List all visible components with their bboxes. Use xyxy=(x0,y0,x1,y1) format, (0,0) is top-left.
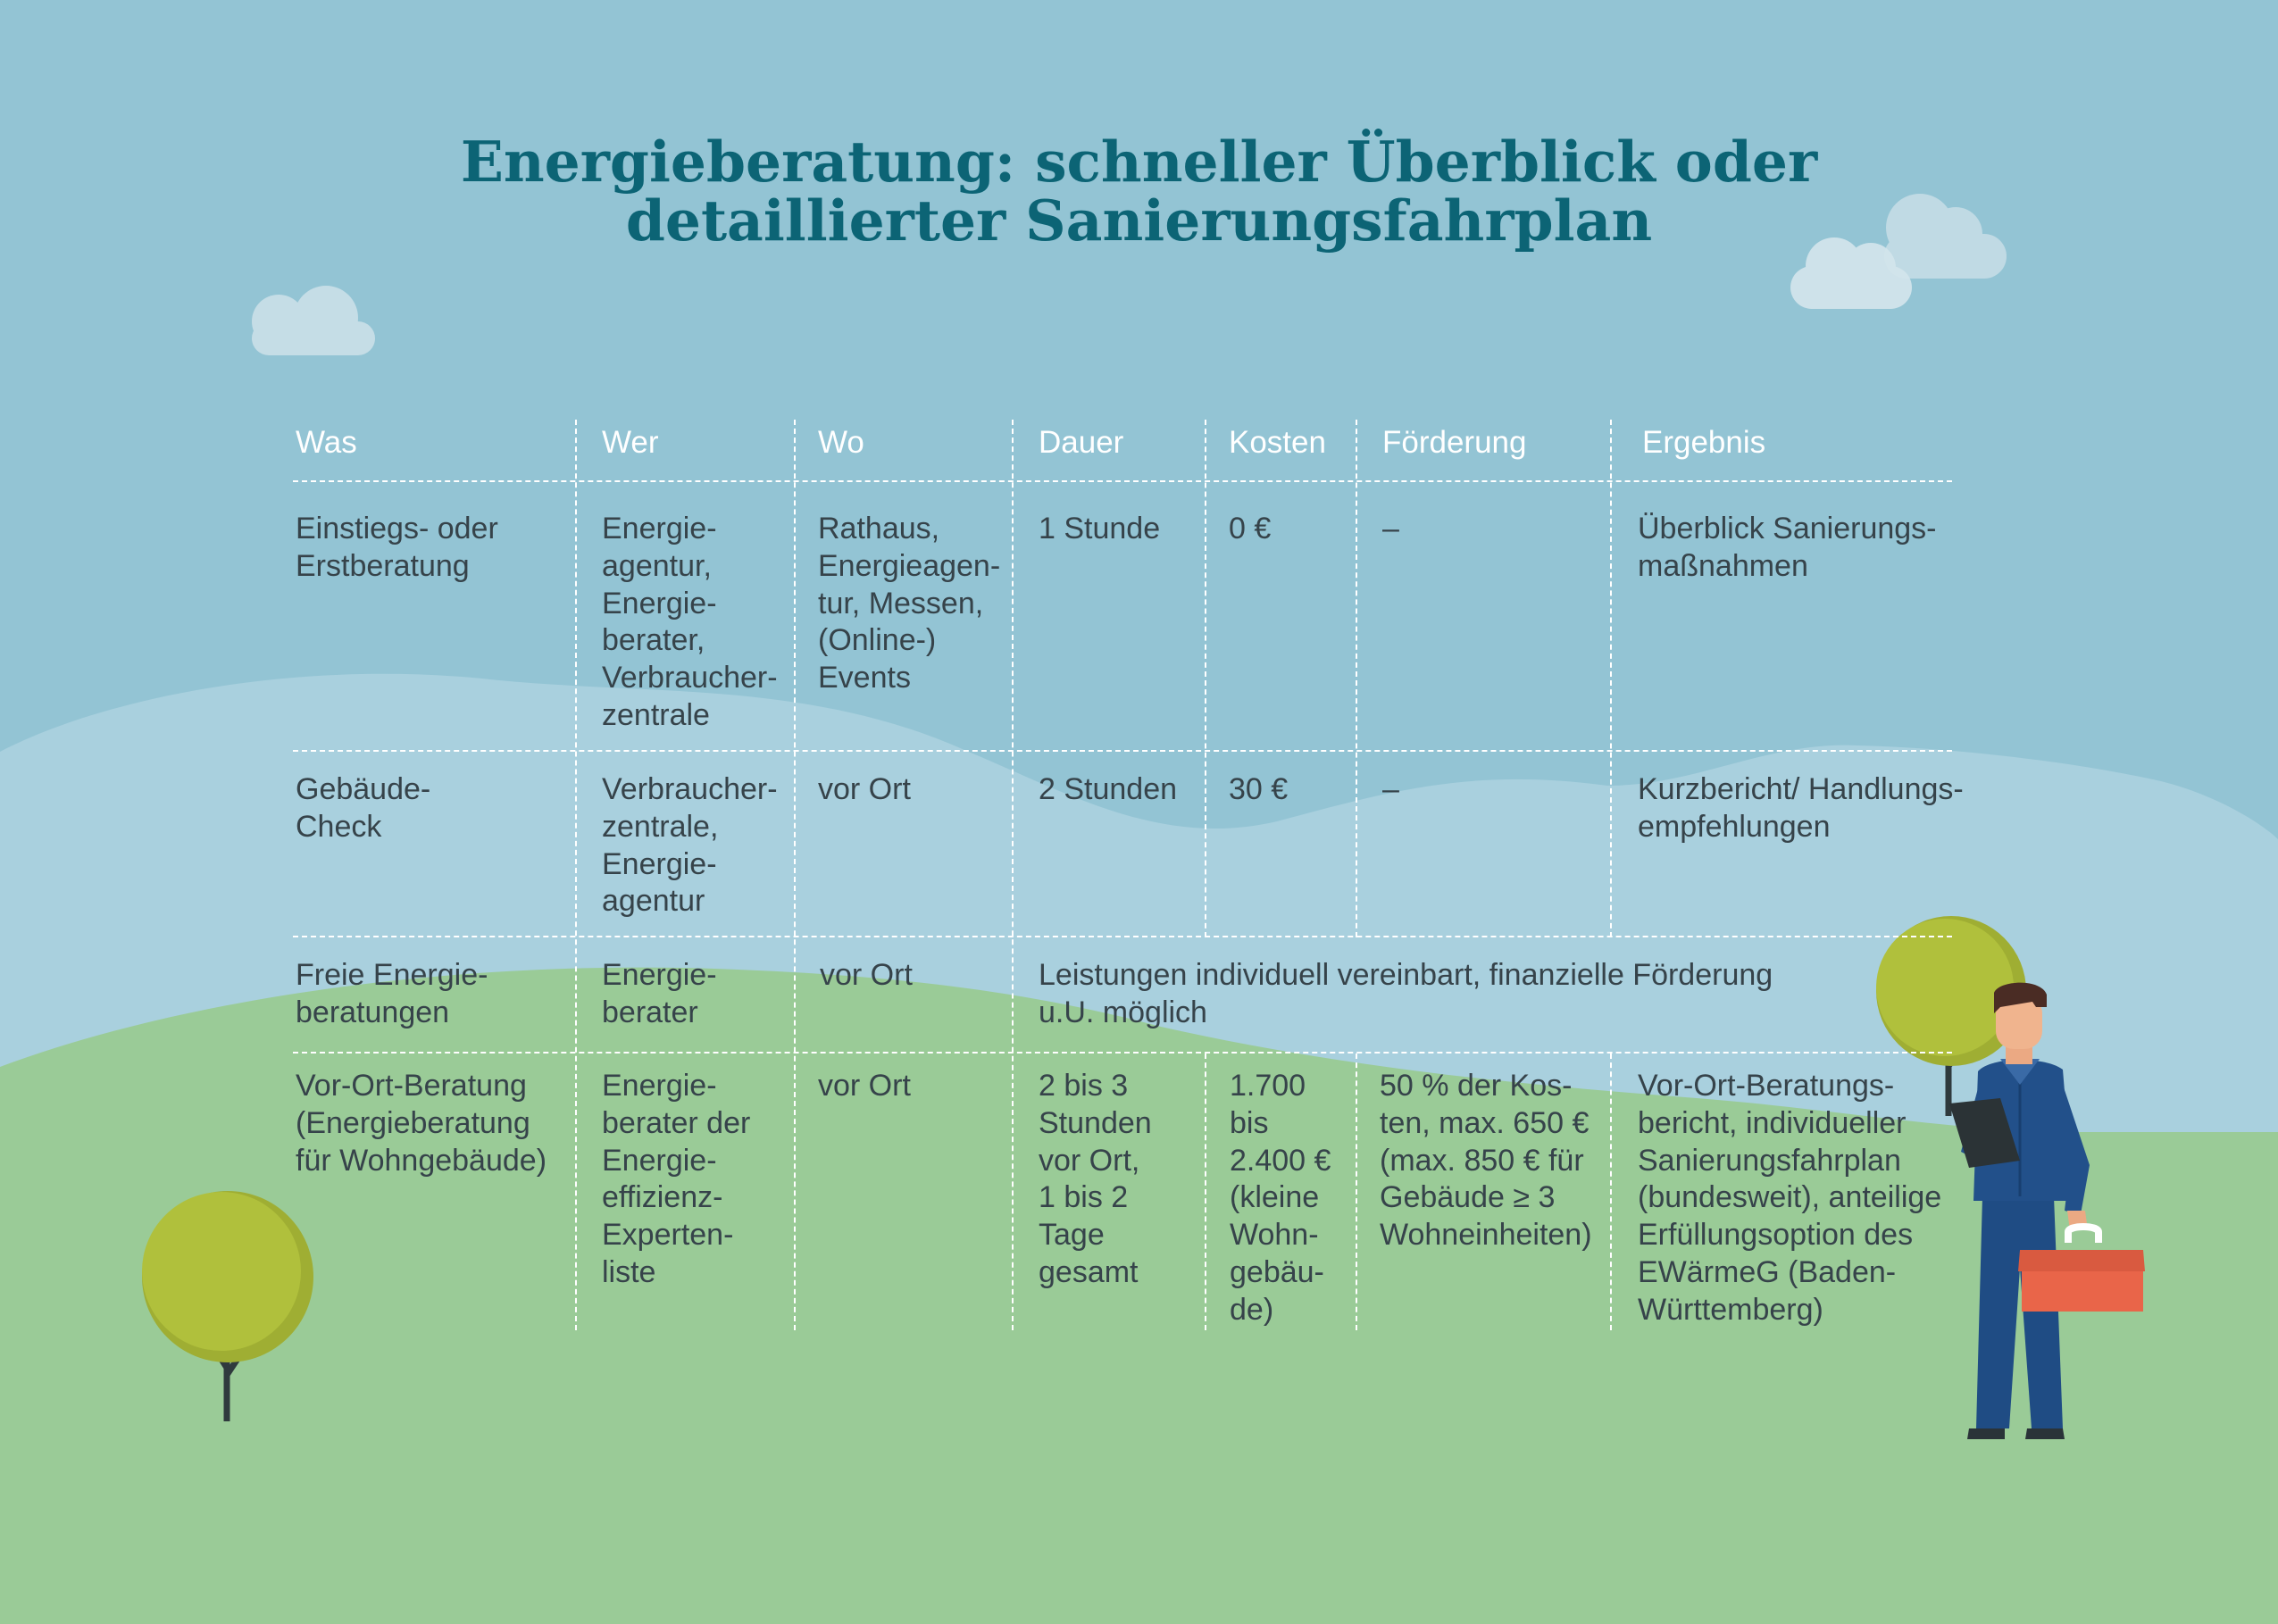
header-foerderung: Förderung xyxy=(1382,425,1527,460)
cell-wo: vor Ort xyxy=(818,772,911,806)
column-divider xyxy=(1205,1054,1206,1330)
column-divider xyxy=(1012,420,1014,1330)
header-wer: Wer xyxy=(602,425,659,460)
row-divider xyxy=(293,936,1952,937)
cell-merged-note: Leistungen individuell vereinbart, finanzielle Förderung u.U. möglich xyxy=(1039,958,1773,1029)
cell-ergebnis: Kurzbericht/ Handlungs- empfehlungen xyxy=(1638,772,1964,844)
cell-wo: Rathaus, Energieagen- tur, Messen, (Online-) Events xyxy=(818,512,1001,695)
cell-dauer: 2 Stunden xyxy=(1039,772,1178,806)
cell-foerderung: 50 % der Kos- ten, max. 650 € (max. 850 € für Gebäude ≥ 3 Wohneinheiten) xyxy=(1380,1069,1592,1253)
cell-wer: Energie- agentur, Energie- berater, Verbraucher- zentrale xyxy=(602,512,778,732)
cell-foerderung: – xyxy=(1382,512,1399,545)
row-divider xyxy=(293,1052,1952,1054)
header-wo: Wo xyxy=(818,425,864,460)
row-divider xyxy=(293,750,1952,752)
cell-dauer: 2 bis 3 Stunden vor Ort, 1 bis 2 Tage gesamt xyxy=(1039,1069,1152,1289)
column-divider xyxy=(1610,1054,1612,1330)
column-divider xyxy=(794,420,796,1330)
cell-kosten: 30 € xyxy=(1229,772,1289,806)
cell-wer: Energie- berater der Energie- effizienz- Experten- liste xyxy=(602,1069,751,1289)
header-kosten: Kosten xyxy=(1229,425,1326,460)
column-divider xyxy=(575,420,577,1330)
cell-was: Freie Energie- beratungen xyxy=(296,958,488,1029)
cell-kosten: 0 € xyxy=(1229,512,1272,545)
cell-foerderung: – xyxy=(1382,772,1399,806)
cell-wo: vor Ort xyxy=(818,1069,911,1103)
column-divider xyxy=(1356,1054,1357,1330)
cell-dauer: 1 Stunde xyxy=(1039,512,1161,545)
cell-wo: vor Ort xyxy=(820,958,913,992)
column-divider xyxy=(1205,420,1206,937)
header-dauer: Dauer xyxy=(1039,425,1124,460)
cell-kosten: 1.700 bis 2.400 € (kleine Wohn- gebäu- de) xyxy=(1230,1069,1331,1327)
cell-ergebnis: Vor-Ort-Beratungs- bericht, individueller Sanierungsfahrplan (bundesweit), anteilige Erfüllungsoption des EWärmeG (Baden- Württemberg) xyxy=(1638,1069,1942,1327)
cell-ergebnis: Überblick Sanierungs- maßnahmen xyxy=(1638,512,1937,583)
header-was: Was xyxy=(296,425,357,460)
cell-was: Gebäude- Check xyxy=(296,772,431,844)
cell-was: Vor-Ort-Beratung (Energieberatung für Wohngebäude) xyxy=(296,1069,547,1178)
cell-was: Einstiegs- oder Erstberatung xyxy=(296,512,498,583)
row-divider xyxy=(293,480,1952,482)
header-ergebnis: Ergebnis xyxy=(1642,425,1766,460)
cell-wer: Verbraucher- zentrale, Energie- agentur xyxy=(602,772,778,919)
page-title-line-2: detaillierter Sanierungsfahrplan xyxy=(625,187,1653,254)
column-divider xyxy=(1356,420,1357,937)
column-divider xyxy=(1610,420,1612,937)
page-title-line-1: Energieberatung: schneller Überblick oder xyxy=(460,129,1818,195)
cell-wer: Energie- berater xyxy=(602,958,717,1029)
